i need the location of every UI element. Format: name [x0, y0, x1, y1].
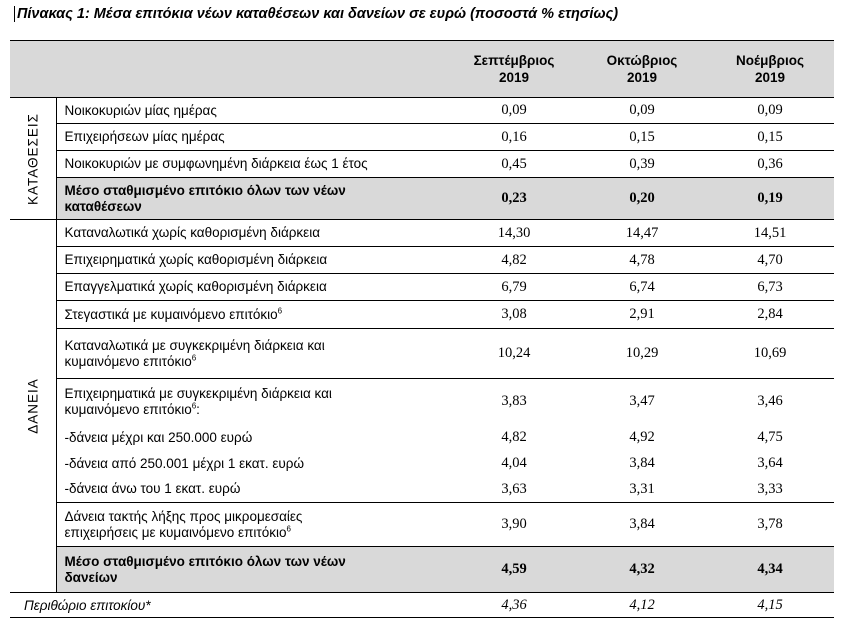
- row-label: [56, 301, 450, 329]
- header-empty-section: [10, 41, 56, 98]
- table-row: [10, 329, 834, 379]
- table-row: [10, 247, 834, 274]
- cell-value: 6,73: [706, 274, 834, 301]
- column-year: 2019: [626, 70, 658, 85]
- table-row: [10, 151, 834, 178]
- cell-value: 0,16: [450, 124, 578, 151]
- row-label-line: Επιχειρηματικά με συγκεκριμένη διάρκεια και: [64, 385, 332, 401]
- column-month: Νοέμβριος: [736, 53, 804, 68]
- cell-value: 0,23: [450, 178, 578, 220]
- footer-value: 4,36: [450, 593, 578, 618]
- cell-value: 2,91: [578, 301, 706, 329]
- header-row: [10, 41, 834, 98]
- table-row: [10, 274, 834, 301]
- row-label-line: Καταναλωτικά με συγκεκριμένη διάρκεια και: [64, 337, 325, 353]
- total-row: [10, 178, 834, 220]
- header-empty-label: [56, 41, 450, 98]
- cell-value: 3,08: [450, 301, 578, 329]
- table-title: Πίνακας 1: Μέσα επιτόκια νέων καταθέσεων και δανείων σε ευρώ (ποσοστά % ετησίως): [14, 6, 618, 22]
- column-header: [706, 41, 834, 98]
- column-month: Οκτώβριος: [606, 53, 678, 68]
- cell-value: 10,29: [578, 329, 706, 379]
- table-row: [10, 98, 834, 124]
- row-label: Καταναλωτικά χωρίς καθορισμένη διάρκεια: [56, 220, 450, 247]
- cell-value: 4,82: [501, 429, 527, 445]
- cell-value: 4,75: [757, 429, 783, 445]
- section-deposits: [10, 98, 56, 220]
- section-loans: [10, 220, 56, 593]
- row-label: [56, 178, 450, 220]
- table-row: [10, 301, 834, 329]
- cell-value: 4,70: [706, 247, 834, 274]
- cell-value: 0,15: [706, 124, 834, 151]
- row-label: Επιχειρήσεων μίας ημέρας: [56, 124, 450, 151]
- row-label: [56, 329, 450, 379]
- row-label: Νοικοκυριών μίας ημέρας: [56, 98, 450, 124]
- cell-value: 3,47: [629, 393, 655, 410]
- row-label-line: καταθέσεων: [64, 198, 142, 214]
- cell-value: 14,30: [450, 220, 578, 247]
- cell-value: 3,84: [629, 455, 655, 471]
- cell-value: 2,84: [706, 301, 834, 329]
- cell-value: 10,24: [450, 329, 578, 379]
- cell-value: 0,09: [578, 98, 706, 124]
- footer-row: [10, 593, 834, 618]
- footer-value: 4,15: [706, 593, 834, 618]
- row-label: -δάνεια άνω του 1 εκατ. ευρώ: [56, 477, 450, 503]
- column-month: Σεπτέμβριος: [473, 53, 555, 68]
- cell-value: 3,78: [706, 503, 834, 547]
- cell-value: 3,63: [450, 477, 578, 503]
- row-label: [56, 503, 450, 547]
- footnote-marker: 6: [277, 306, 283, 315]
- row-label: -δάνεια μέχρι και 250.000 ευρώ: [64, 429, 253, 445]
- cell-value: 4,78: [578, 247, 706, 274]
- cell-value: 0,19: [706, 178, 834, 220]
- section-label: ΔΑΝΕΙΑ: [25, 378, 41, 434]
- column-header: [578, 41, 706, 98]
- cell-value: 3,31: [578, 477, 706, 503]
- cell-value: 3,83: [501, 393, 527, 410]
- footnote-marker: 6: [286, 524, 291, 533]
- row-label: [56, 379, 450, 425]
- cell-value: 0,09: [706, 98, 834, 124]
- total-row: [10, 547, 834, 593]
- cell-value: 0,36: [706, 151, 834, 178]
- row-label-line: κυμαινόμενο επιτόκιο: [64, 401, 192, 417]
- cell-value: 4,04: [501, 455, 527, 471]
- table-row: [10, 425, 834, 451]
- cell-value: 0,39: [578, 151, 706, 178]
- row-label: -δάνεια από 250.001 μέχρι 1 εκατ. ευρώ: [64, 455, 304, 471]
- row-label: [56, 547, 450, 593]
- row-label-line: επιχειρήσεις με κυμαινόμενο επιτόκιο: [64, 524, 287, 540]
- row-label-text: Στεγαστικά με κυμαινόμενο επιτόκιο: [64, 306, 278, 322]
- cell-value: 0,45: [450, 151, 578, 178]
- footnote-marker: 6: [191, 401, 197, 411]
- row-label-line: Μέσο σταθμισμένο επιτόκιο όλων των νέων: [64, 182, 346, 198]
- cell-value: 0,20: [578, 178, 706, 220]
- section-label: ΚΑΤΑΘΕΣΕΙΣ: [25, 112, 41, 205]
- table-row: [10, 477, 834, 503]
- cell-value: 4,92: [629, 429, 655, 445]
- cell-value: 6,74: [578, 274, 706, 301]
- cell-value: 10,69: [706, 329, 834, 379]
- cell-value: 14,51: [706, 220, 834, 247]
- row-label-line: Μέσο σταθμισμένο επιτόκιο όλων των νέων: [64, 553, 346, 569]
- cell-value: 0,15: [578, 124, 706, 151]
- row-label: Επαγγελματικά χωρίς καθορισμένη διάρκεια: [56, 274, 450, 301]
- cell-value: 0,09: [450, 98, 578, 124]
- rates-table: [10, 40, 834, 618]
- cell-value: 3,64: [757, 455, 783, 471]
- cell-value: 14,47: [578, 220, 706, 247]
- footnote-marker: 6: [191, 353, 197, 362]
- footer-label: Περιθώριο επιτοκίου*: [10, 593, 450, 618]
- table-row: [10, 379, 834, 425]
- column-header: [450, 41, 578, 98]
- row-label: Νοικοκυριών με συμφωνημένη διάρκεια έως 1 έτος: [56, 151, 450, 178]
- table-row: [10, 451, 834, 477]
- column-year: 2019: [754, 70, 786, 85]
- table-row: [10, 124, 834, 151]
- cell-value: 4,59: [450, 547, 578, 593]
- cell-value: 6,79: [450, 274, 578, 301]
- table-row: [10, 220, 834, 247]
- footer-value: 4,12: [578, 593, 706, 618]
- cell-value: 4,34: [706, 547, 834, 593]
- row-label-line: Δάνεια τακτής λήξης προς μικρομεσαίες: [64, 508, 303, 524]
- cell-value: 3,46: [757, 393, 783, 410]
- column-year: 2019: [498, 70, 530, 85]
- table-row: [10, 503, 834, 547]
- cell-value: 3,90: [450, 503, 578, 547]
- cell-value: 3,84: [578, 503, 706, 547]
- row-label-suffix: :: [196, 401, 200, 417]
- cell-value: 4,32: [578, 547, 706, 593]
- cell-value: 3,33: [706, 477, 834, 503]
- cell-value: 4,82: [450, 247, 578, 274]
- row-label-line: κυμαινόμενο επιτόκιο: [64, 353, 192, 369]
- row-label: Επιχειρηματικά χωρίς καθορισμένη διάρκεια: [56, 247, 450, 274]
- row-label-line: δανείων: [64, 569, 118, 585]
